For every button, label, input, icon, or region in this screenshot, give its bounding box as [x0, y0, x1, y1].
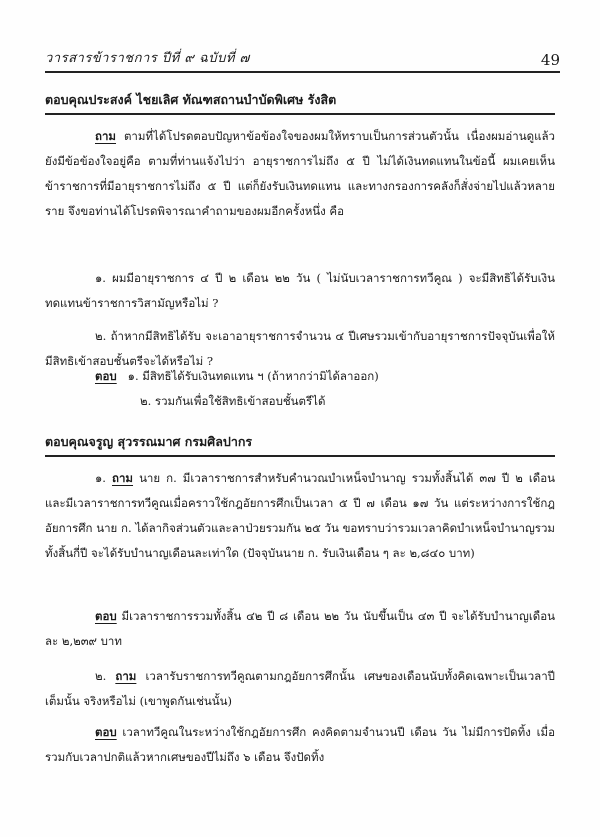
answer2-label: ตอบ — [95, 725, 117, 739]
answer1-label: ตอบ — [95, 609, 117, 623]
section1-heading: ตอบคุณประสงค์ ไชยเลิศ ทัณฑสถานบำบัดพิเศษ รังสิต — [45, 90, 555, 115]
question2-text: เวลารับราชการทวีคูณตามกฎอัยการศึกนั้น เศษของเดือนนับทั้งคิดเฉพาะเป็นเวลาปีเต็มนั้น จริงหรือไม่ (เขาพูดกันเช่นนั้น) — [45, 669, 555, 708]
question2-number: ๒. — [95, 669, 116, 683]
answer-label: ตอบ — [95, 369, 117, 383]
section2-answer1 — [45, 604, 555, 654]
question1-label: ถาม — [112, 471, 134, 485]
question2-label: ถาม — [115, 669, 137, 683]
section2-heading: ตอบคุณจรูญ สุวรรณมาศ กรมศิลปากร — [45, 432, 555, 457]
question-label: ถาม — [95, 129, 117, 143]
section1-item1: ๑. ผมมีอายุราชการ ๔ ปี ๒ เดือน ๒๒ วัน ( ไม่นับเวลาราชการทวีคูณ ) จะมีสิทธิได้รับเงินทดแทนข้าราชการวิสามัญหรือไม่ ? — [45, 271, 555, 310]
question1-number: ๑. — [95, 471, 112, 485]
section1-answer — [95, 364, 555, 414]
answer-1: ๑. มีสิทธิได้รับเงินทดแทน ฯ (ถ้าหากว่ามิได้ลาออก) — [127, 369, 379, 383]
section2-question1 — [45, 466, 555, 566]
page-number: 49 — [540, 51, 560, 69]
question1-text: นาย ก. มีเวลาราชการสำหรับคำนวณบำเหน็จบำนาญ รวมทั้งสิ้นได้ ๓๗ ปี ๒ เดือน และมีเวลาราชการทวีคูณเมื่อคราวใช้กฎอัยการศึกเป็นเวลา ๕ ปี ๗ เดือน ๑๗ วัน แต่ระหว่างการใช้กฎอัยการศึก นาย ก. ได้ลากิจส่วนตัวและลาป่วยรวมกัน ๒๕ วัน ขอทราบว่ารวมเวลาคิดบำเหน็จบำนาญรวมทั้งสิ้นกี่ปี จะได้รับบำนาญเดือนละเท่าใด (ปัจจุบันนาย ก. รับเงินเดือน ๆ ละ ๒,๘๔๐ บาท) — [45, 471, 555, 560]
question-text: ตามที่ได้โปรดตอบปัญหาข้อข้องใจของผมให้ทราบเป็นการส่วนตัวนั้น เนื่องผมอ่านดูแล้วยังมีข้อข้องใจอยู่คือ ตามที่ท่านแจ้งไปว่า อายุราชการไม่ถึง ๕ ปี ไม่ได้เงินทดแทนในข้อนี้ ผมเคยเห็นข้าราชการที่มีอายุราชการไม่ถึง ๕ ปี แต่ก็ยังรับเงินทดแทน และทางกรองการคลังก็สั่งจ่ายไปแล้วหลายราย จึงขอท่านได้โปรดพิจารณาคำถามของผมอีกครั้งหนึ่ง คือ — [45, 129, 555, 218]
section2-question2 — [45, 664, 555, 714]
section1-item2: ๒. ถ้าหากมีสิทธิได้รับ จะเอาอายุราชการจำนวน ๔ ปีเศษรวมเข้ากับอายุราชการปัจจุบันเพื่อให้มีสิทธิเข้าสอบชั้นตรีจะได้หรือไม่ ? — [45, 329, 555, 368]
section1-question — [45, 124, 555, 224]
answer2-text: เวลาทวีคูณในระหว่างใช้กฎอัยการศึก คงคิดตามจำนวนปี เดือน วัน ไม่มีการปัดทิ้ง เมื่อรวมกับเวลาปกติแล้วหากเศษของปีไม่ถึง ๖ เดือน จึงปัดทิ้ง — [45, 725, 555, 764]
section2-answer2 — [45, 720, 555, 770]
page-header — [45, 45, 560, 73]
journal-title: วารสารข้าราชการ ปีที่ ๙ ฉบับที่ ๗ — [45, 51, 250, 66]
answer1-text: มีเวลาราชการรวมทั้งสิ้น ๔๒ ปี ๘ เดือน ๒๒ วัน นับขึ้นเป็น ๔๓ ปี จะได้รับบำนาญเดือนละ ๒,๒๓๙ บาท — [45, 609, 555, 648]
answer-2: ๒. รวมกันเพื่อใช้สิทธิเข้าสอบชั้นตรีได้ — [140, 394, 326, 408]
